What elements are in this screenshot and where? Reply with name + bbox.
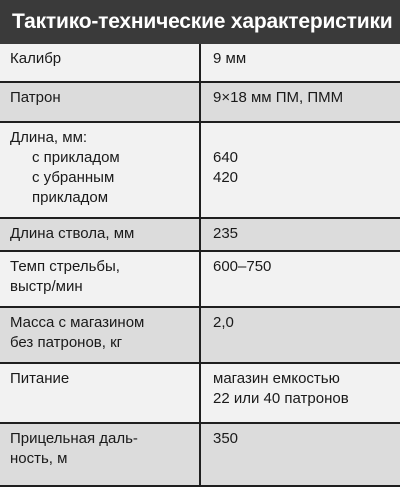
row-label: Питание [0, 363, 200, 423]
row-label: Длина ствола, мм [0, 218, 200, 251]
row-value: 600–750 [200, 251, 400, 307]
row-value: 350 [200, 423, 400, 486]
table-row [0, 307, 400, 363]
row-value: 235 [200, 218, 400, 251]
row-value: магазин емкостью 22 или 40 патронов [200, 363, 400, 423]
row-value: 640 420 [200, 122, 400, 218]
table-row [0, 44, 400, 82]
table-row [0, 122, 400, 218]
row-label: Длина, мм: с прикладом с убранным прикладом [0, 122, 200, 218]
row-label: Прицельная даль- ность, м [0, 423, 200, 486]
table-row [0, 82, 400, 122]
row-value: 2,0 [200, 307, 400, 363]
spec-title: Тактико-технические характеристики [0, 0, 400, 44]
row-label: Темп стрельбы, выстр/мин [0, 251, 200, 307]
table-row [0, 363, 400, 423]
row-label: Патрон [0, 82, 200, 122]
row-label: Калибр [0, 44, 200, 82]
row-value: 9 мм [200, 44, 400, 82]
table-row [0, 218, 400, 251]
table-row [0, 423, 400, 486]
row-label: Масса с магазином без патронов, кг [0, 307, 200, 363]
spec-table [0, 44, 400, 487]
table-row [0, 251, 400, 307]
row-value: 9×18 мм ПМ, ПММ [200, 82, 400, 122]
